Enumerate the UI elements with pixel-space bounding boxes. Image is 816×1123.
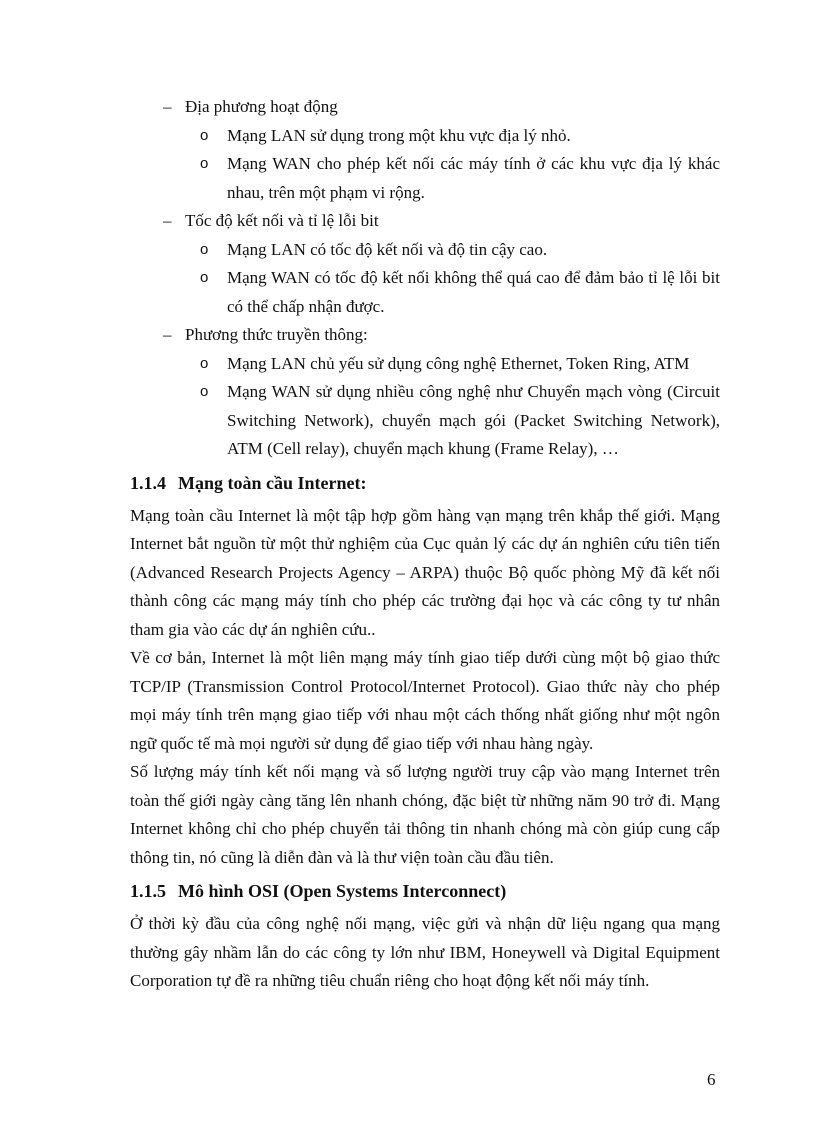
sub-list-item	[130, 264, 720, 321]
paragraph: Mạng toàn cầu Internet là một tập hợp gồm hàng vạn mạng trên khắp thế giới. Mạng Internet bắt nguồn từ một thử nghiệm của Cục quản lý các dự án nghiên cứu tiên tiến (Advanced Research Projects Agency – ARPA) thuộc Bộ quốc phòng Mỹ đã kết nối thành công các mạng máy tính cho phép các trường đại học và các công ty tư nhân tham gia vào các dự án nghiên cứu..	[130, 505, 720, 639]
sub-list-item	[130, 122, 720, 151]
sub-list-item	[130, 378, 720, 464]
list-item	[130, 93, 720, 122]
circle-bullet-icon: o	[200, 354, 209, 372]
section-heading-1-1-5	[130, 876, 720, 906]
list-item-label: Tốc độ kết nối và tỉ lệ lỗi bit	[185, 211, 379, 230]
section-number: 1.1.5	[130, 881, 166, 901]
sub-list-item-text: Mạng WAN cho phép kết nối các máy tính ở các khu vực địa lý khác nhau, trên một phạm vi rộng.	[227, 154, 720, 202]
page-content	[130, 93, 720, 996]
page-number: 6	[707, 1070, 716, 1089]
dash-bullet-icon: –	[163, 97, 172, 116]
list-item	[130, 207, 720, 236]
list-item-label: Phương thức truyền thông:	[185, 325, 368, 344]
list-item	[130, 321, 720, 350]
sub-list-item-text: Mạng LAN sử dụng trong một khu vực địa lý nhỏ.	[227, 125, 571, 145]
sub-list-item-text: Mạng LAN có tốc độ kết nối và độ tin cậy cao.	[227, 239, 548, 259]
list-item-label: Địa phương hoạt động	[185, 97, 338, 116]
sub-list-item-text: Mạng WAN có tốc độ kết nối không thể quá cao để đảm bảo tỉ lệ lỗi bit có thể chấp nhận được.	[227, 268, 720, 316]
dash-bullet-icon: –	[163, 325, 172, 344]
section-title: Mô hình OSI (Open Systems Interconnect)	[178, 881, 507, 901]
section-title: Mạng toàn cầu Internet:	[178, 472, 367, 493]
circle-bullet-icon: o	[200, 240, 209, 258]
section-number: 1.1.4	[130, 472, 166, 493]
paragraph: Số lượng máy tính kết nối mạng và số lượng người truy cập vào mạng Internet trên toàn thế giới ngày càng tăng lên nhanh chóng, đặc biệt từ những năm 90 trở đi. Mạng Internet không chỉ cho phép chuyển tải thông tin nhanh chóng mà còn giúp cung cấp thông tin, nó cũng là diễn đàn và là thư viện toàn cầu đầu tiên.	[130, 762, 720, 867]
circle-bullet-icon: o	[200, 383, 209, 400]
circle-bullet-icon: o	[200, 155, 209, 172]
sub-list-item	[130, 150, 720, 207]
sub-list-item	[130, 236, 720, 265]
sub-list-item-text: Mạng WAN sử dụng nhiều công nghệ như Chuyển mạch vòng (Circuit Switching Network), chuyển mạch gói (Packet Switching Network), ATM (Cell relay), chuyển mạch khung (Frame Relay), …	[227, 382, 720, 458]
sub-list-item	[130, 350, 720, 379]
paragraph: Về cơ bản, Internet là một liên mạng máy tính giao tiếp dưới cùng một bộ giao thức TCP/IP (Transmission Control Protocol/Internet Protocol). Giao thức này cho phép mọi máy tính trên mạng giao tiếp với nhau một cách thống nhất giống như một ngôn ngữ quốc tế mà mọi người sử dụng để giao tiếp với nhau hàng ngày.	[130, 648, 720, 753]
dash-bullet-icon: –	[163, 211, 172, 230]
paragraph: Ở thời kỳ đầu của công nghệ nối mạng, việc gửi và nhận dữ liệu ngang qua mạng thường gây nhầm lẫn do các công ty lớn như IBM, Honeywell và Digital Equipment Corporation tự đề ra những tiêu chuẩn riêng cho hoạt động kết nối máy tính.	[130, 914, 720, 990]
circle-bullet-icon: o	[200, 269, 209, 286]
sub-list-item-text: Mạng LAN chủ yếu sử dụng công nghệ Ethernet, Token Ring, ATM	[227, 353, 690, 373]
section-heading-1-1-4	[130, 468, 720, 498]
circle-bullet-icon: o	[200, 126, 209, 144]
